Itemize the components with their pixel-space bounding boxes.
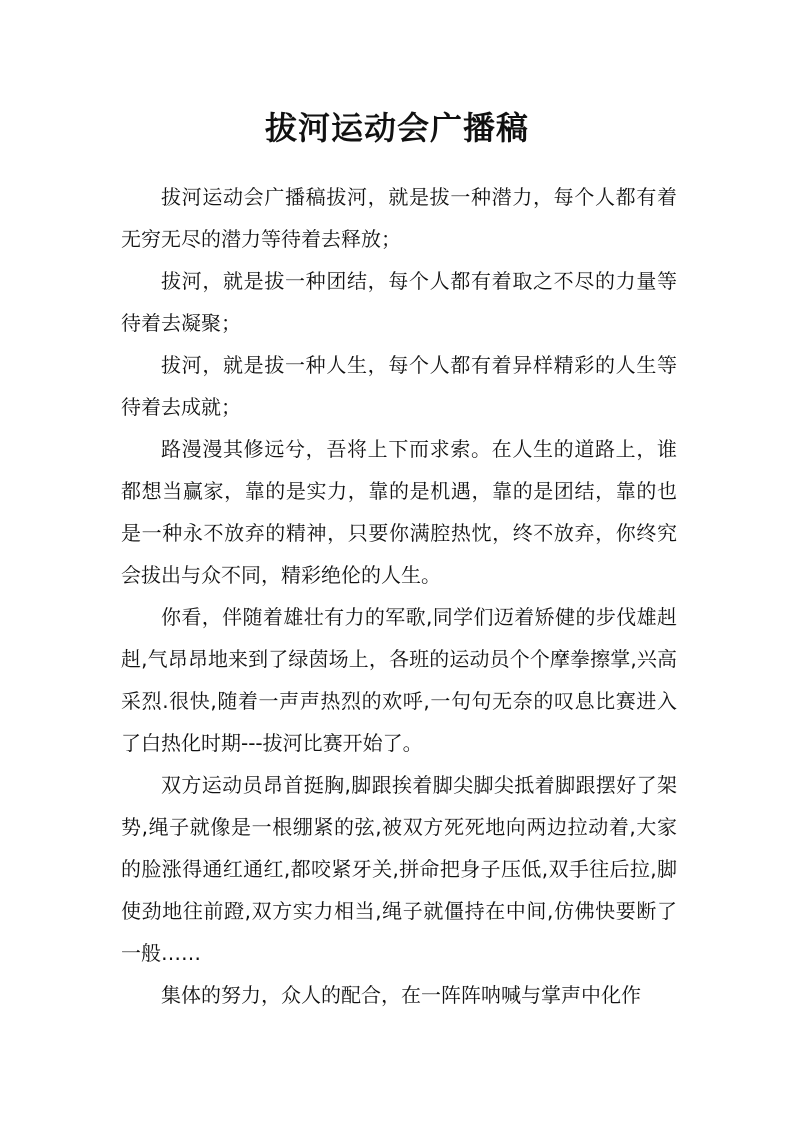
paragraph: 拔河，就是拔一种人生，每个人都有着异样精彩的人生等待着去成就； xyxy=(121,353,677,419)
paragraph: 拔河，就是拔一种团结，每个人都有着取之不尽的力量等待着去凝聚； xyxy=(121,269,677,335)
paragraph: 双方运动员昂首挺胸,脚跟挨着脚尖脚尖抵着脚跟摆好了架势,绳子就像是一根绷紧的弦,被双方死死地向两边拉动着,大家的脸涨得通红通红,都咬紧牙关,拼命把身子压低,双手往后拉,脚使劲地往前蹬,双方实力相当,绳子就僵持在中间,仿佛快要断了一般…… xyxy=(121,773,677,965)
paragraph: 路漫漫其修远兮，吾将上下而求索。在人生的道路上，谁都想当赢家，靠的是实力，靠的是机遇，靠的是团结，靠的也是一种永不放弃的精神，只要你满腔热忱，终不放弃，你终究会拔出与众不同，精彩绝伦的人生。 xyxy=(121,437,677,587)
paragraph: 拔河运动会广播稿拔河，就是拔一种潜力，每个人都有着无穷无尽的潜力等待着去释放； xyxy=(121,185,677,251)
document-body xyxy=(121,176,677,1016)
paragraph: 集体的努力，众人的配合，在一阵阵呐喊与掌声中化作 xyxy=(161,983,641,1007)
document-title: 拔河运动会广播稿 xyxy=(264,109,529,147)
paragraph: 你看，伴随着雄壮有力的军歌,同学们迈着矫健的步伐雄赳赳,气昂昂地来到了绿茵场上，各班的运动员个个摩拳擦掌,兴高采烈.很快,随着一声声热烈的欢呼,一句句无奈的叹息比赛进入了白热化时期---拔河比赛开始了。 xyxy=(121,605,677,755)
